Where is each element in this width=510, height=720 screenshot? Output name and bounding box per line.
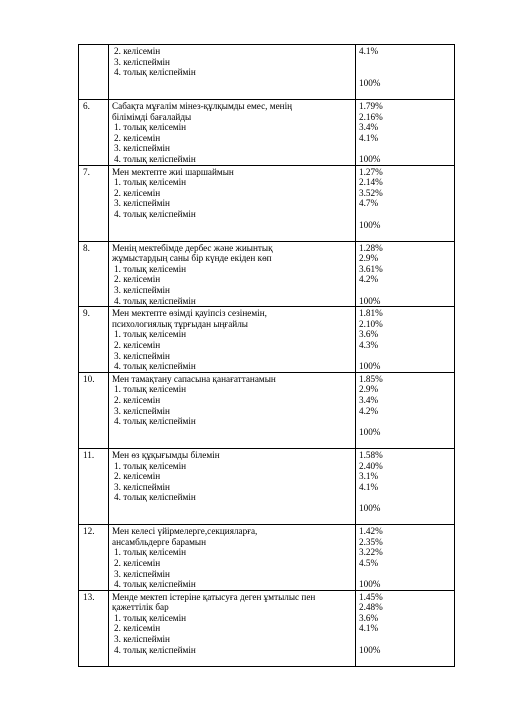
- table-row: [79, 241, 455, 307]
- question-cell: [109, 99, 356, 165]
- percent-value: 100%: [359, 579, 381, 590]
- row-number: 6.: [79, 99, 109, 165]
- answer-option: 3. келіспеймін: [114, 285, 170, 296]
- question-text: білімімді бағалайды: [112, 111, 192, 122]
- answer-option: 4. толық келіспеймін: [114, 416, 196, 427]
- percent-value: 4.1%: [359, 46, 379, 56]
- table-row: [79, 448, 455, 524]
- answer-option: 3. келіспеймін: [114, 634, 170, 645]
- row-number: 10.: [79, 372, 109, 448]
- percent-value: [359, 143, 451, 154]
- answer-option: 4. толық келіспеймін: [114, 579, 196, 590]
- question-cell: [109, 372, 356, 448]
- percent-cell: [356, 525, 455, 591]
- answer-option: 1. толық келісемін: [114, 122, 187, 133]
- spacer: [112, 88, 352, 99]
- answer-option: 3. келіспеймін: [114, 481, 170, 492]
- row-number: 13.: [79, 590, 109, 666]
- percent-value: 100%: [359, 295, 381, 306]
- percent-value: 1.45%: [359, 591, 383, 602]
- percent-value: [359, 67, 451, 78]
- answer-option: 4. толық келіспеймін: [114, 644, 196, 655]
- answer-option: 4. толық келіспеймін: [114, 153, 196, 164]
- table-row: [79, 165, 455, 241]
- percent-value: 2.14%: [359, 177, 383, 188]
- question-text: Мен мектепте өзімді қауіпсіз сезінемін,: [112, 308, 267, 319]
- row-number: [79, 45, 109, 100]
- percent-value: [359, 351, 451, 362]
- answer-option: 3. келіспеймін: [114, 350, 170, 361]
- table-body: [79, 45, 455, 667]
- spacer: [359, 437, 451, 448]
- percent-value: 3.4%: [359, 122, 379, 133]
- percent-value: 2.10%: [359, 318, 383, 329]
- question-cell: [109, 45, 356, 100]
- percent-value: 4.1%: [359, 481, 379, 492]
- spacer: [112, 655, 352, 666]
- spacer: [112, 230, 352, 241]
- row-number: 12.: [79, 525, 109, 591]
- answer-option: 2. келісемін: [114, 557, 161, 568]
- spacer: [359, 655, 451, 666]
- question-text: психологиялық тұрғыдан ыңғайлы: [112, 318, 248, 329]
- table-row: [79, 45, 455, 100]
- percent-value: 4.2%: [359, 274, 379, 285]
- percent-value: 1.42%: [359, 526, 383, 537]
- percent-value: 3.6%: [359, 612, 379, 623]
- percent-value: [359, 209, 451, 220]
- percent-value: [359, 492, 451, 503]
- spacer: [112, 503, 352, 514]
- spacer: [112, 427, 352, 438]
- answer-option: 2. келісемін: [114, 274, 161, 285]
- answer-option: 2. келісемін: [114, 46, 161, 56]
- percent-cell: [356, 448, 455, 524]
- percent-value: 4.5%: [359, 557, 379, 568]
- answer-option: 4. толық келіспеймін: [114, 67, 196, 78]
- percent-value: 4.1%: [359, 623, 379, 634]
- spacer: [359, 88, 451, 99]
- answer-option: 2. келісемін: [114, 132, 161, 143]
- answer-option: 2. келісемін: [114, 340, 161, 351]
- question-text: Мен мектепте жиі шаршаймын: [112, 166, 234, 177]
- answer-option: 2. келісемін: [114, 187, 161, 198]
- answer-option: 3. келіспеймін: [114, 198, 170, 209]
- percent-value: 100%: [359, 361, 381, 372]
- answer-option: 1. толық келісемін: [114, 612, 187, 623]
- percent-value: 1.81%: [359, 308, 383, 319]
- spacer: [112, 220, 352, 231]
- question-text: ансамбльдерге барамын: [112, 536, 206, 547]
- percent-value: 1.85%: [359, 373, 383, 384]
- percent-value: 2.35%: [359, 536, 383, 547]
- percent-value: 4.2%: [359, 405, 379, 416]
- percent-cell: [356, 372, 455, 448]
- percent-value: 4.3%: [359, 340, 379, 351]
- percent-value: 100%: [359, 219, 381, 230]
- question-cell: [109, 448, 356, 524]
- answer-option: 3. келіспеймін: [114, 143, 170, 154]
- percent-cell: [356, 99, 455, 165]
- table-row: [79, 590, 455, 666]
- spacer: [359, 514, 451, 525]
- question-text: Мен келесі үйірмелерге,секцияларға,: [112, 526, 258, 537]
- percent-value: 100%: [359, 644, 381, 655]
- survey-results-table: [78, 44, 455, 667]
- percent-value: 1.79%: [359, 100, 383, 111]
- spacer: [112, 78, 352, 89]
- percent-value: 3.52%: [359, 187, 383, 198]
- percent-value: 100%: [359, 77, 381, 88]
- answer-option: 4. толық келіспеймін: [114, 361, 196, 372]
- percent-value: [359, 57, 451, 68]
- percent-cell: [356, 307, 455, 373]
- answer-option: 1. толық келісемін: [114, 263, 187, 274]
- question-cell: [109, 165, 356, 241]
- answer-option: 2. келісемін: [114, 471, 161, 482]
- percent-value: 3.1%: [359, 471, 379, 482]
- question-cell: [109, 525, 356, 591]
- survey-results-table-container: [78, 44, 438, 667]
- question-text: жұмыстардың саны бір күнде екіден көп: [112, 253, 272, 264]
- percent-value: 2.48%: [359, 602, 383, 613]
- question-cell: [109, 307, 356, 373]
- percent-value: 1.27%: [359, 166, 383, 177]
- spacer: [112, 514, 352, 525]
- percent-value: 4.7%: [359, 198, 379, 209]
- percent-value: 3.4%: [359, 395, 379, 405]
- percent-value: [359, 634, 451, 645]
- table-row: [79, 99, 455, 165]
- question-text: Менің мектебімде дербес және жиынтық: [112, 242, 273, 253]
- answer-option: 4. толық келіспеймін: [114, 295, 196, 306]
- spacer: [359, 230, 451, 241]
- table-row: [79, 307, 455, 373]
- answer-option: 3. келіспеймін: [114, 405, 170, 416]
- percent-value: [359, 285, 451, 296]
- percent-cell: [356, 45, 455, 100]
- percent-value: 1.28%: [359, 242, 383, 253]
- percent-value: 4.1%: [359, 132, 379, 143]
- answer-option: 3. келіспеймін: [114, 568, 170, 579]
- percent-cell: [356, 590, 455, 666]
- answer-option: 1. толық келісемін: [114, 460, 187, 471]
- row-number: 8.: [79, 241, 109, 307]
- answer-option: 4. толық келіспеймін: [114, 208, 196, 219]
- table-row: [79, 525, 455, 591]
- question-cell: [109, 241, 356, 307]
- question-text: қажеттілік бар: [112, 602, 169, 613]
- percent-cell: [356, 165, 455, 241]
- row-number: 11.: [79, 448, 109, 524]
- answer-option: 1. толық келісемін: [114, 329, 187, 340]
- percent-value: [359, 416, 451, 427]
- answer-option: 2. келісемін: [114, 623, 161, 634]
- answer-option: 3. келіспеймін: [114, 56, 170, 67]
- percent-cell: [356, 241, 455, 307]
- percent-value: 100%: [359, 426, 381, 437]
- question-text: Сабақта мұғалім мінез-құлқымды емес, менің: [112, 100, 293, 111]
- percent-value: 100%: [359, 153, 381, 164]
- percent-value: 3.22%: [359, 547, 383, 558]
- spacer: [112, 437, 352, 448]
- percent-value: 3.6%: [359, 329, 379, 340]
- answer-option: 1. толық келісемін: [114, 177, 187, 188]
- question-text: Мен тамақтану сапасына қанағаттанамын: [112, 373, 276, 384]
- percent-value: [359, 569, 451, 580]
- percent-value: 2.9%: [359, 253, 379, 264]
- row-number: 9.: [79, 307, 109, 373]
- answer-option: 1. толық келісемін: [114, 384, 187, 395]
- percent-value: 2.40%: [359, 460, 383, 471]
- percent-value: 2.9%: [359, 384, 379, 395]
- question-text: Мен өз құқығымды білемін: [112, 449, 220, 460]
- question-text: Менде мектеп істеріне қатысуға деген ұмтылыс пен: [112, 591, 316, 602]
- percent-value: 1.58%: [359, 449, 383, 460]
- row-number: 7.: [79, 165, 109, 241]
- question-cell: [109, 590, 356, 666]
- percent-value: 3.61%: [359, 263, 383, 274]
- percent-value: 2.16%: [359, 111, 383, 122]
- table-row: [79, 372, 455, 448]
- percent-value: 100%: [359, 502, 381, 513]
- answer-option: 1. толық келісемін: [114, 547, 187, 558]
- answer-option: 4. толық келіспеймін: [114, 492, 196, 503]
- answer-option: 2. келісемін: [114, 395, 161, 405]
